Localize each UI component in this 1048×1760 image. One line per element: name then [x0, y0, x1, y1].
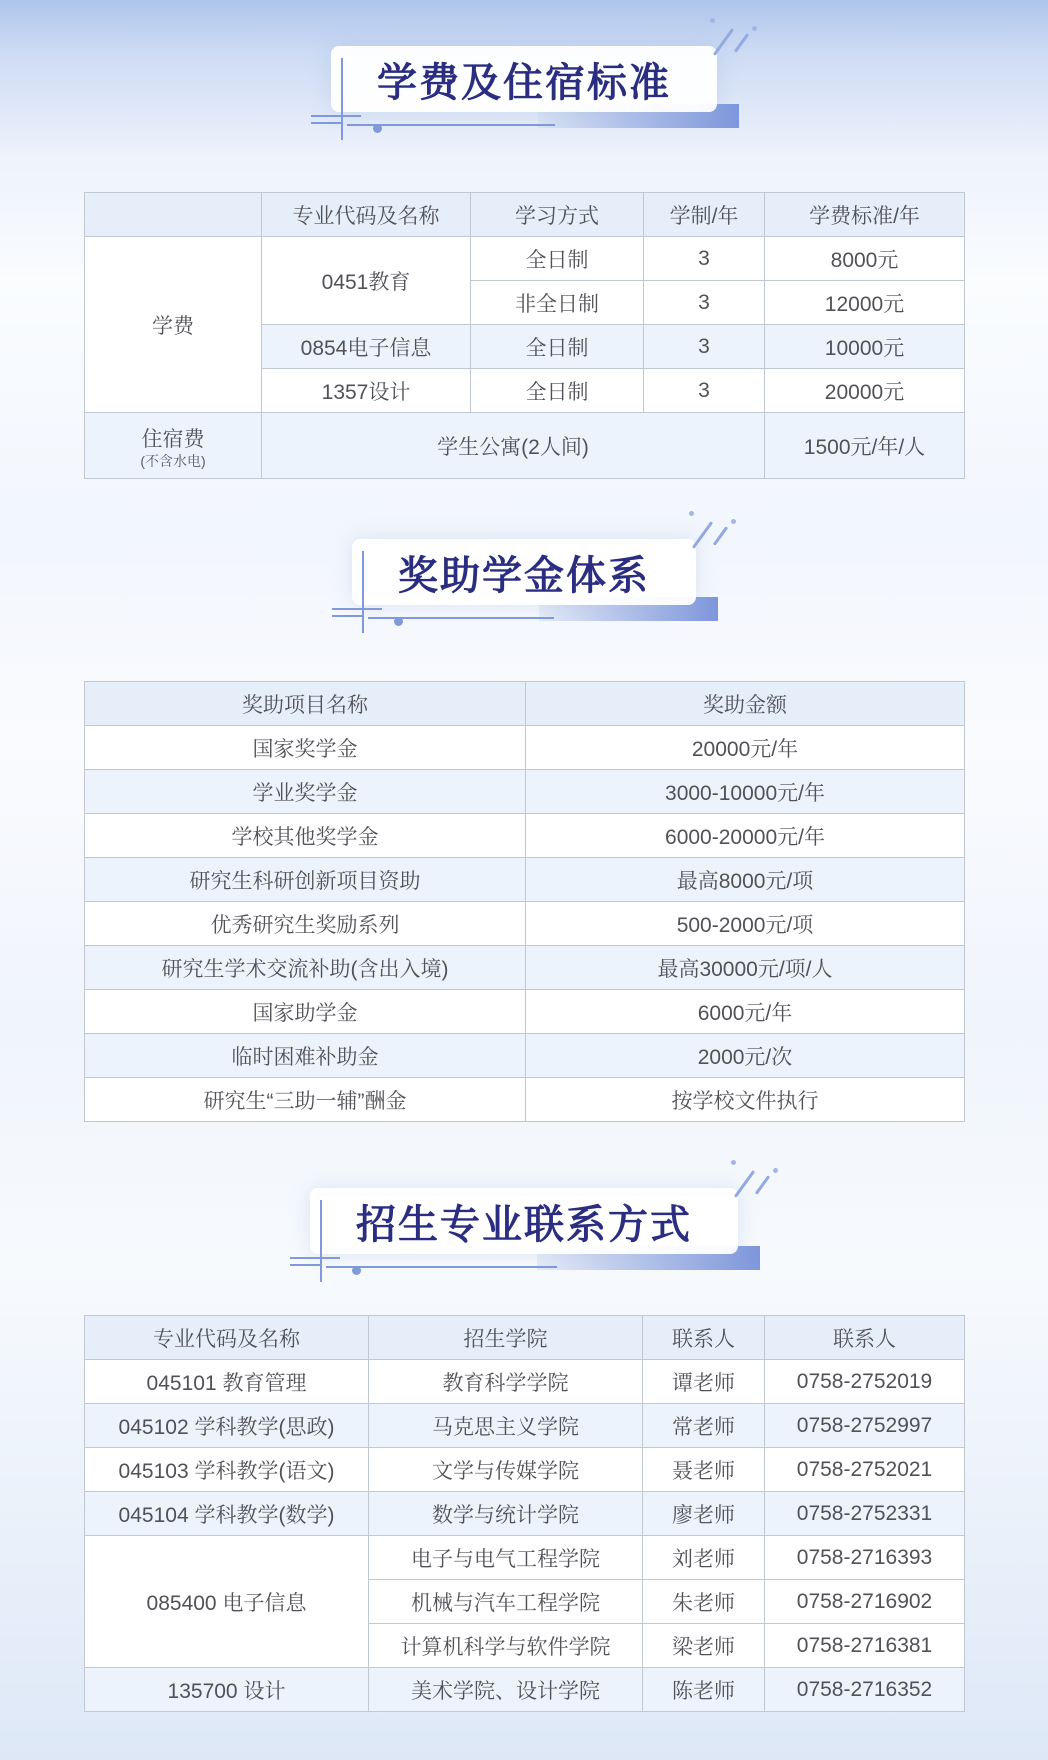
section-title-text: 奖助学金体系 [398, 553, 650, 598]
accommodation-note: (不含水电) [140, 452, 206, 469]
table-row [85, 814, 965, 858]
cell-item: 学校其他奖学金 [85, 814, 526, 858]
cell-person: 聂老师 [643, 1448, 765, 1492]
decor-tick [332, 615, 362, 617]
cell-item: 研究生“三助一辅”酬金 [85, 1078, 526, 1122]
cell-college: 马克思主义学院 [369, 1404, 643, 1448]
column-header-years: 学制/年 [644, 193, 765, 237]
table-row [85, 1404, 965, 1448]
decor-line-vertical [362, 551, 364, 633]
decor-slash-icon [755, 1175, 770, 1195]
decor-slash-icon [692, 521, 713, 549]
cell-mode: 全日制 [471, 325, 644, 369]
section-title-tuition [331, 46, 717, 112]
title-card [310, 1188, 738, 1254]
cell-years: 3 [644, 325, 765, 369]
cell-person: 刘老师 [643, 1536, 765, 1580]
cell-program: 1357设计 [262, 369, 471, 413]
table-row [85, 1034, 965, 1078]
cell-college: 计算机科学与软件学院 [369, 1624, 643, 1668]
row-group-label: 学费 [85, 237, 262, 413]
decor-dot [689, 511, 694, 516]
decor-dot [752, 26, 757, 31]
column-header-amount: 奖助金额 [526, 682, 965, 726]
tuition-table [84, 192, 965, 479]
table-row [85, 858, 965, 902]
decor-line-vertical [341, 58, 343, 140]
cell-code: 045103 学科教学(语文) [85, 1448, 369, 1492]
title-card [352, 539, 696, 605]
cell-fee: 8000元 [765, 237, 965, 281]
column-header-fee: 学费标准/年 [765, 193, 965, 237]
table-row [85, 1668, 965, 1712]
cell-item: 国家奖学金 [85, 726, 526, 770]
cell-accommodation-desc: 学生公寓(2人间) [262, 413, 765, 479]
cell-code: 045102 学科教学(思政) [85, 1404, 369, 1448]
cell-college: 电子与电气工程学院 [369, 1536, 643, 1580]
cell-amount: 最高30000元/项/人 [526, 946, 965, 990]
decor-dot [731, 1160, 736, 1165]
cell-item: 国家助学金 [85, 990, 526, 1034]
decor-dot [773, 1168, 778, 1173]
table-row [85, 726, 965, 770]
table-header-row [85, 193, 965, 237]
scholarship-table [84, 681, 965, 1122]
cell-mode: 全日制 [471, 237, 644, 281]
cell-phone: 0758-2716902 [765, 1580, 965, 1624]
cell-amount: 6000元/年 [526, 990, 965, 1034]
title-card [331, 46, 717, 112]
decor-slash-icon [734, 33, 749, 53]
decor-tick [311, 115, 361, 117]
cell-fee: 12000元 [765, 281, 965, 325]
cell-item: 学业奖学金 [85, 770, 526, 814]
decor-slash-icon [713, 28, 734, 56]
cell-item: 临时困难补助金 [85, 1034, 526, 1078]
cell-code: 135700 设计 [85, 1668, 369, 1712]
cell-phone: 0758-2752019 [765, 1360, 965, 1404]
cell-code: 045101 教育管理 [85, 1360, 369, 1404]
column-header-item: 奖助项目名称 [85, 682, 526, 726]
cell-amount: 2000元/次 [526, 1034, 965, 1078]
table-row [85, 1078, 965, 1122]
cell-years: 3 [644, 237, 765, 281]
cell-person: 梁老师 [643, 1624, 765, 1668]
decor-tick [332, 608, 382, 610]
decor-slash-icon [713, 526, 728, 546]
column-header-phone: 联系人 [765, 1316, 965, 1360]
row-group-label [85, 413, 262, 479]
section-title-text: 招生专业联系方式 [356, 1202, 692, 1247]
cell-phone: 0758-2716352 [765, 1668, 965, 1712]
cell-years: 3 [644, 369, 765, 413]
column-header-person: 联系人 [643, 1316, 765, 1360]
column-header-code: 专业代码及名称 [85, 1316, 369, 1360]
section-title-text: 学费及住宿标准 [377, 60, 671, 105]
accommodation-label: 住宿费 [141, 427, 205, 451]
cell-fee: 10000元 [765, 325, 965, 369]
cell-person: 常老师 [643, 1404, 765, 1448]
table-row [85, 1448, 965, 1492]
cell-code: 085400 电子信息 [85, 1536, 369, 1668]
cell-phone: 0758-2752997 [765, 1404, 965, 1448]
cell-phone: 0758-2716381 [765, 1624, 965, 1668]
cell-phone: 0758-2752021 [765, 1448, 965, 1492]
table-row [85, 1492, 965, 1536]
cell-person: 谭老师 [643, 1360, 765, 1404]
decor-tick [311, 122, 341, 124]
column-header-empty [85, 193, 262, 237]
decor-line-horizontal [326, 1266, 557, 1268]
cell-program: 0451教育 [262, 237, 471, 325]
section-title-contacts [310, 1188, 738, 1254]
cell-phone: 0758-2716393 [765, 1536, 965, 1580]
table-row [85, 770, 965, 814]
cell-college: 数学与统计学院 [369, 1492, 643, 1536]
table-header-row [85, 682, 965, 726]
cell-item: 优秀研究生奖励系列 [85, 902, 526, 946]
cell-college: 教育科学学院 [369, 1360, 643, 1404]
cell-person: 廖老师 [643, 1492, 765, 1536]
cell-amount: 20000元/年 [526, 726, 965, 770]
cell-mode: 非全日制 [471, 281, 644, 325]
table-row [85, 946, 965, 990]
decor-dot [394, 617, 403, 626]
section-title-scholarship [352, 539, 696, 605]
cell-phone: 0758-2752331 [765, 1492, 965, 1536]
cell-item: 研究生学术交流补助(含出入境) [85, 946, 526, 990]
cell-amount: 按学校文件执行 [526, 1078, 965, 1122]
cell-college: 美术学院、设计学院 [369, 1668, 643, 1712]
cell-college: 文学与传媒学院 [369, 1448, 643, 1492]
decor-dot [731, 519, 736, 524]
cell-item: 研究生科研创新项目资助 [85, 858, 526, 902]
decor-dot [352, 1266, 361, 1275]
cell-amount: 最高8000元/项 [526, 858, 965, 902]
cell-fee: 20000元 [765, 369, 965, 413]
cell-mode: 全日制 [471, 369, 644, 413]
cell-years: 3 [644, 281, 765, 325]
cell-code: 045104 学科教学(数学) [85, 1492, 369, 1536]
decor-slash-icon [734, 1170, 755, 1198]
table-row [85, 237, 965, 281]
table-row [85, 1536, 965, 1580]
decor-dot [373, 124, 382, 133]
decor-tick [290, 1257, 340, 1259]
contacts-table [84, 1315, 965, 1712]
cell-person: 陈老师 [643, 1668, 765, 1712]
column-header-mode: 学习方式 [471, 193, 644, 237]
table-row [85, 902, 965, 946]
cell-amount: 6000-20000元/年 [526, 814, 965, 858]
cell-amount: 3000-10000元/年 [526, 770, 965, 814]
table-row [85, 990, 965, 1034]
column-header-college: 招生学院 [369, 1316, 643, 1360]
cell-person: 朱老师 [643, 1580, 765, 1624]
table-header-row [85, 1316, 965, 1360]
cell-program: 0854电子信息 [262, 325, 471, 369]
cell-amount: 500-2000元/项 [526, 902, 965, 946]
table-row-accommodation [85, 413, 965, 479]
cell-fee: 1500元/年/人 [765, 413, 965, 479]
decor-line-vertical [320, 1200, 322, 1282]
decor-dot [710, 18, 715, 23]
column-header-program: 专业代码及名称 [262, 193, 471, 237]
cell-college: 机械与汽车工程学院 [369, 1580, 643, 1624]
table-row [85, 1360, 965, 1404]
decor-tick [290, 1264, 320, 1266]
